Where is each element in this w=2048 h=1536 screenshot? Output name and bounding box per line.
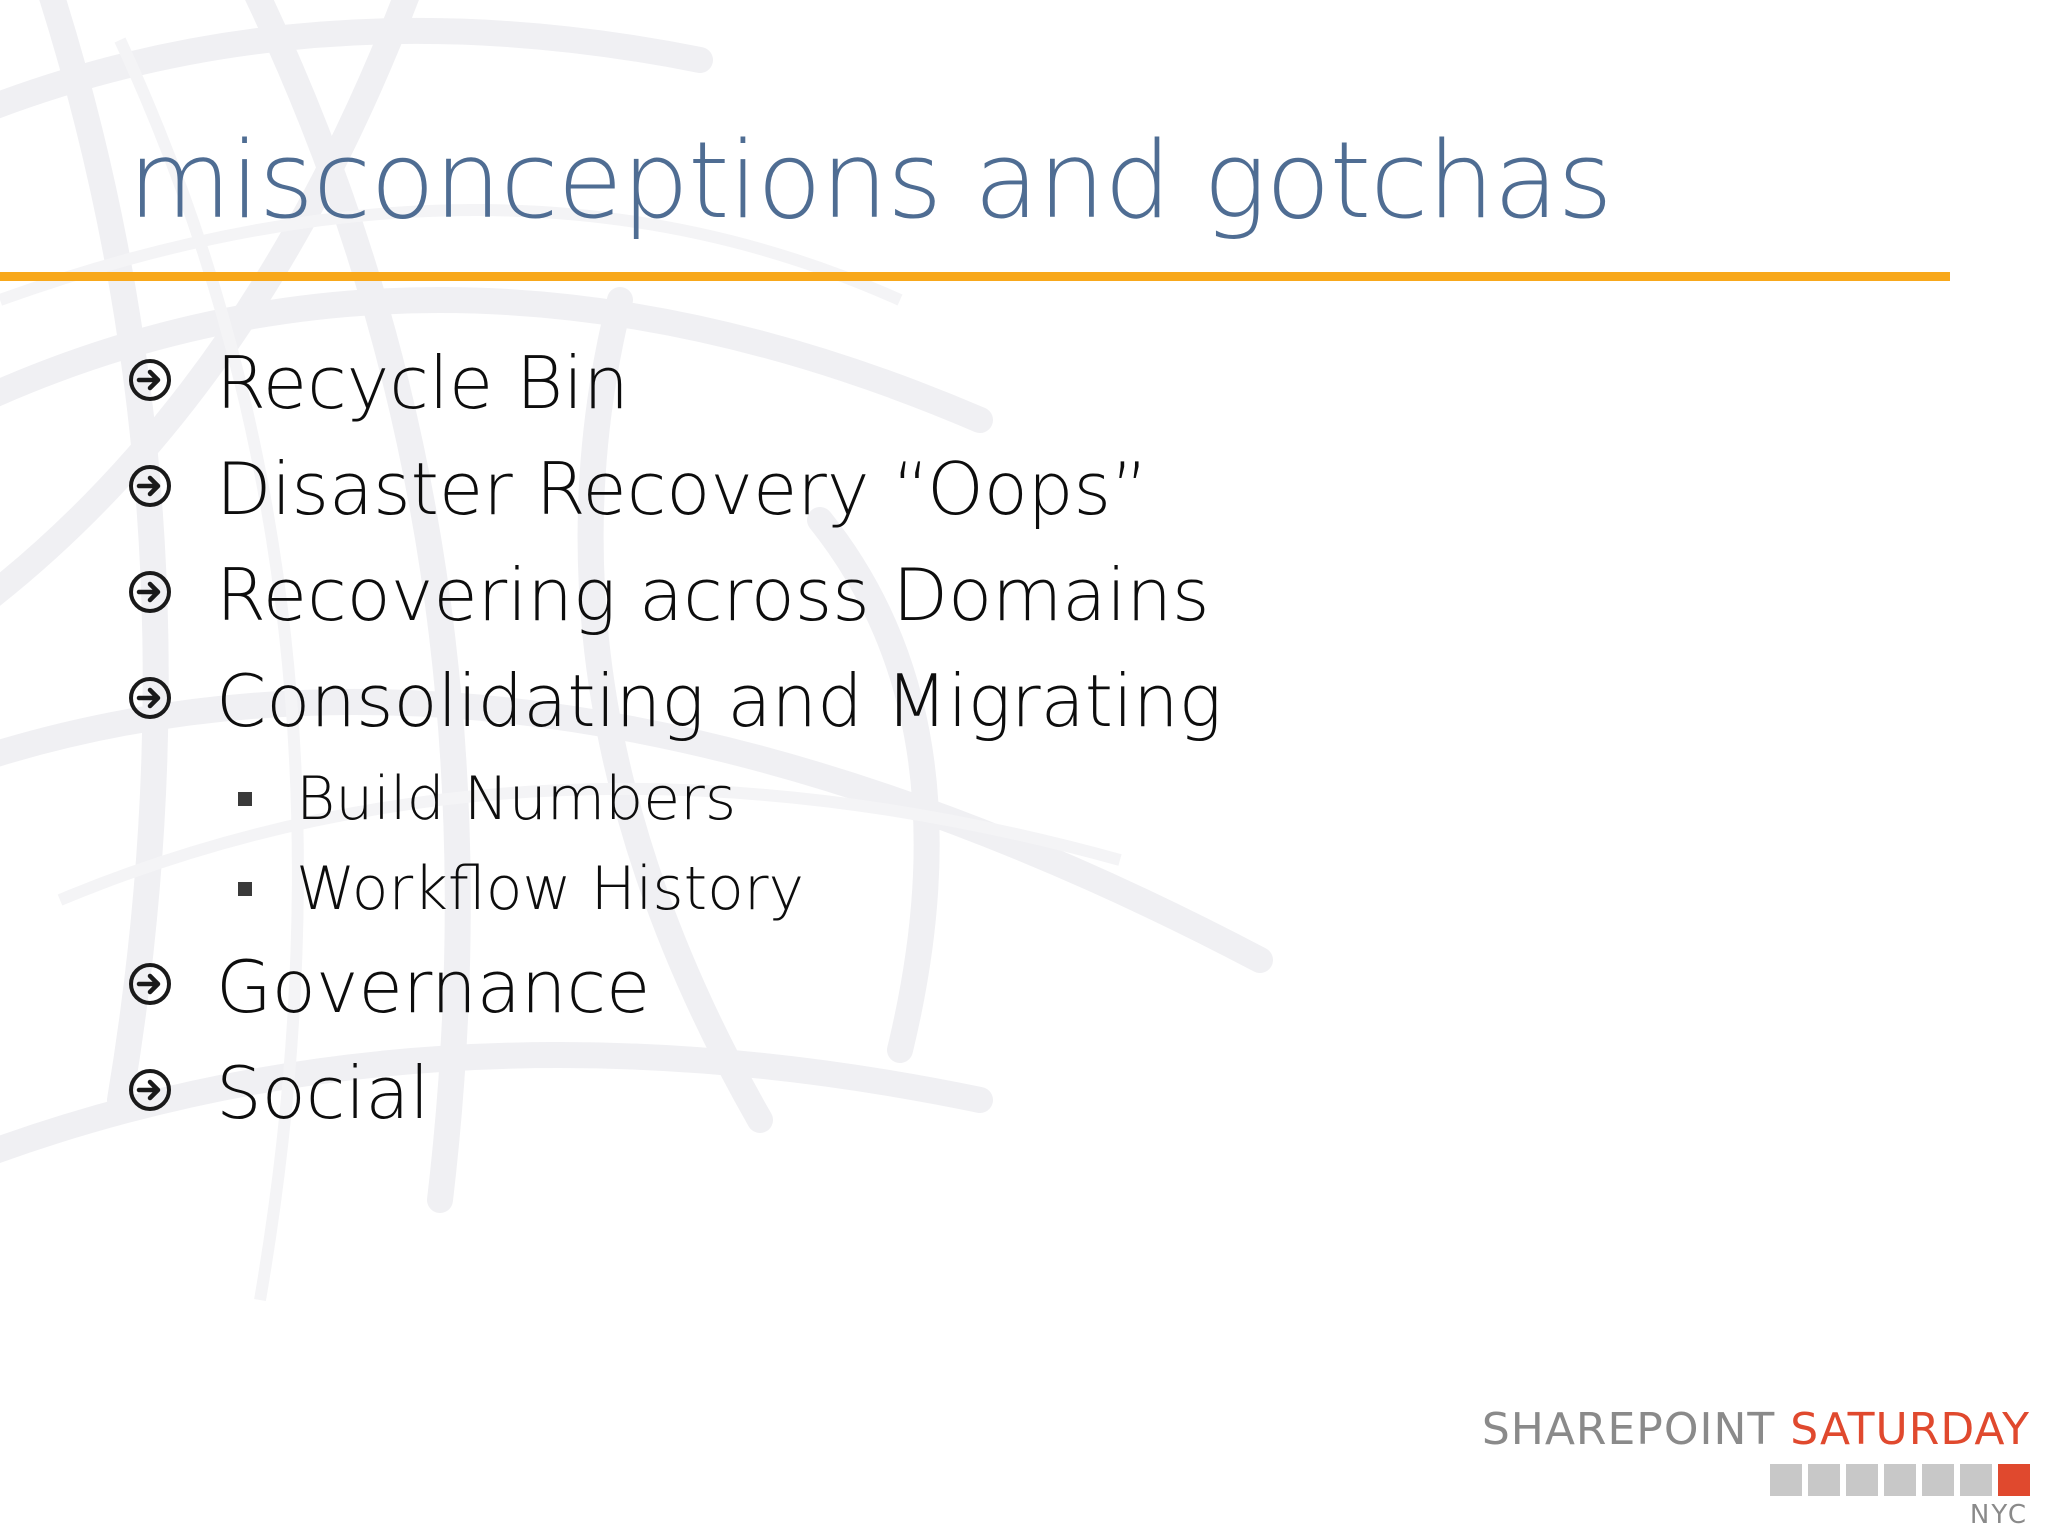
arrow-circle-icon bbox=[128, 570, 172, 614]
sharepoint-saturday-logo bbox=[1380, 1404, 2030, 1530]
sub-bullet-text: Build Numbers bbox=[296, 764, 737, 834]
bullet-item bbox=[128, 542, 1628, 648]
bullet-item bbox=[128, 934, 1628, 1040]
arrow-circle-icon bbox=[128, 358, 172, 402]
arrow-circle-icon bbox=[128, 1068, 172, 1112]
bullet-text: Recycle Bin bbox=[216, 341, 629, 425]
logo-block bbox=[1884, 1464, 1916, 1496]
bullet-text: Consolidating and Migrating bbox=[216, 659, 1222, 743]
slide-title: misconceptions and gotchas bbox=[128, 119, 1612, 242]
sub-bullet-item bbox=[128, 844, 1628, 934]
logo-block bbox=[1846, 1464, 1878, 1496]
sub-bullet-text: Workflow History bbox=[296, 854, 805, 924]
bullet-item bbox=[128, 1040, 1628, 1146]
bullet-text: Recovering across Domains bbox=[216, 553, 1210, 637]
arrow-circle-icon bbox=[128, 676, 172, 720]
logo-word-sharepoint: SHAREPOINT bbox=[1481, 1404, 1776, 1455]
bullet-text: Social bbox=[216, 1051, 430, 1135]
sub-bullet-item bbox=[128, 754, 1628, 844]
bullet-item bbox=[128, 436, 1628, 542]
arrow-circle-icon bbox=[128, 464, 172, 508]
logo-block bbox=[1770, 1464, 1802, 1496]
bullet-text: Governance bbox=[216, 945, 651, 1029]
logo-wordmark bbox=[1481, 1404, 2030, 1455]
title-underline bbox=[0, 272, 1950, 281]
sub-bullet-list bbox=[128, 754, 1628, 934]
square-bullet-icon bbox=[238, 792, 252, 806]
logo-word-saturday: SATURDAY bbox=[1790, 1404, 2030, 1455]
logo-city: NYC bbox=[1969, 1500, 2028, 1530]
logo-block bbox=[1960, 1464, 1992, 1496]
bullet-item bbox=[128, 648, 1628, 934]
logo-block bbox=[1808, 1464, 1840, 1496]
arrow-circle-icon bbox=[128, 962, 172, 1006]
bullet-text: Disaster Recovery “Oops” bbox=[216, 447, 1149, 531]
square-bullet-icon bbox=[238, 882, 252, 896]
logo-block bbox=[1922, 1464, 1954, 1496]
logo-block-accent bbox=[1998, 1464, 2030, 1496]
logo-blocks bbox=[1770, 1464, 2030, 1496]
bullet-list bbox=[128, 330, 1628, 1146]
bullet-item bbox=[128, 330, 1628, 436]
